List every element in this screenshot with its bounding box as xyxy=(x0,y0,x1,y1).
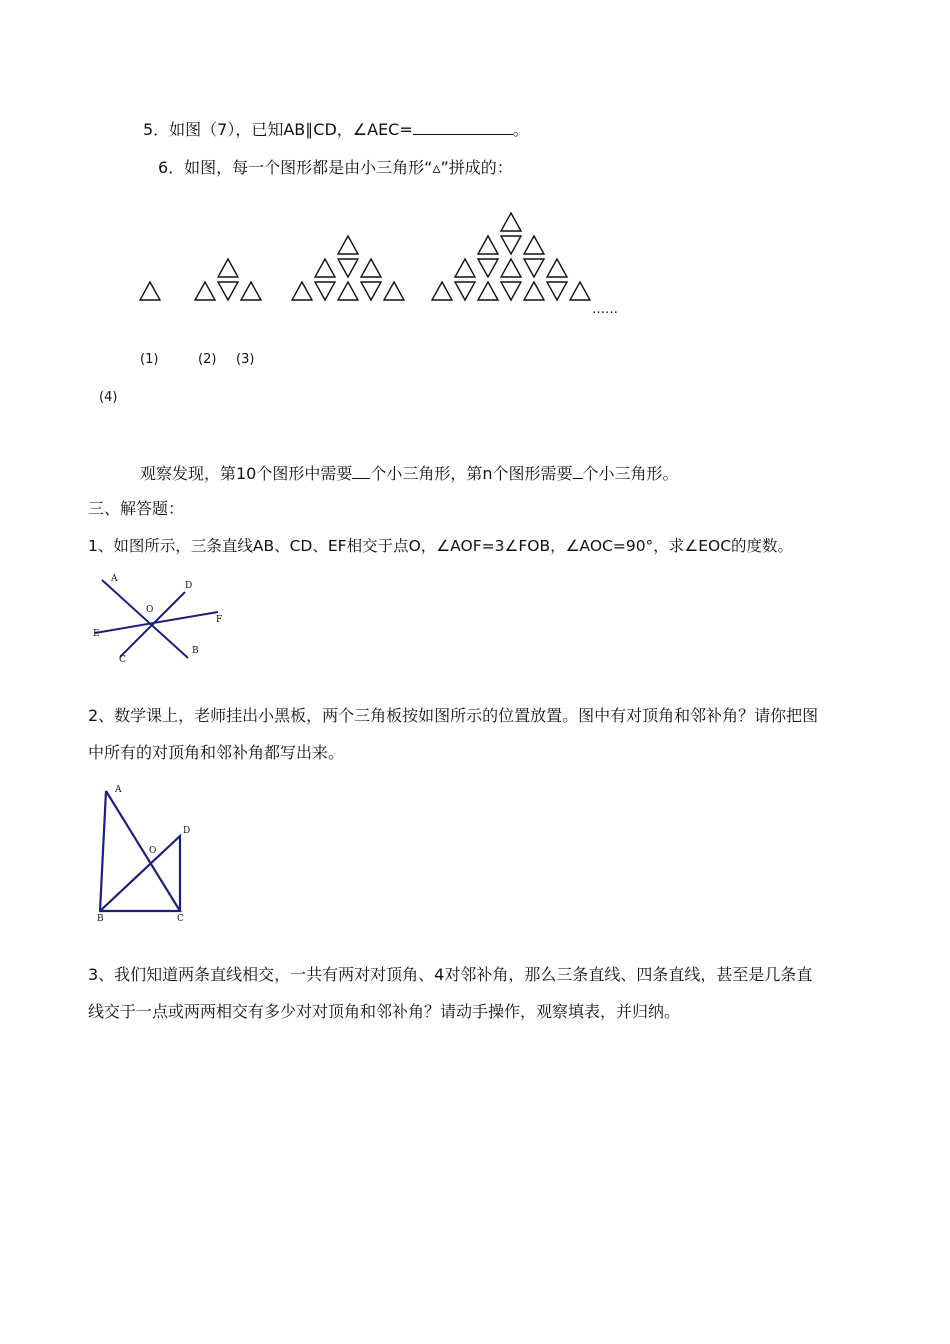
p2-point-A: A xyxy=(115,785,122,795)
up-triangle xyxy=(338,282,358,300)
up-triangle xyxy=(478,236,498,254)
p1-point-B: B xyxy=(192,646,199,656)
up-triangle xyxy=(218,259,238,277)
down-triangle xyxy=(338,259,358,277)
up-triangle xyxy=(570,282,590,300)
problem-2-line-1: 2、数学课上，老师挂出小黑板，两个三角板按如图所示的位置放置。图中有对顶角和邻补角？请你把图 xyxy=(88,706,819,725)
figure-label-1: (1) xyxy=(140,352,159,367)
p2-point-C: C xyxy=(177,914,184,924)
q6-observe-end: 个小三角形。 xyxy=(582,464,679,483)
three-lines-diagram xyxy=(90,575,230,670)
p1-point-O: O xyxy=(146,605,154,615)
problem-2-line-2: 中所有的对顶角和邻补角都写出来。 xyxy=(88,743,345,762)
up-triangle xyxy=(140,282,160,300)
triangle-pattern-figure xyxy=(0,195,950,335)
up-triangle xyxy=(384,282,404,300)
q6-text: 6．如图，每一个图形都是由小三角形“▵”拼成的： xyxy=(158,158,513,177)
up-triangle xyxy=(524,282,544,300)
up-triangle xyxy=(432,282,452,300)
p2-point-B: B xyxy=(97,914,104,924)
down-triangle xyxy=(524,259,544,277)
down-triangle xyxy=(218,282,238,300)
up-triangle xyxy=(455,259,475,277)
down-triangle xyxy=(315,282,335,300)
up-triangle xyxy=(524,236,544,254)
down-triangle xyxy=(501,282,521,300)
up-triangle xyxy=(501,259,521,277)
up-triangle xyxy=(292,282,312,300)
p2-point-O: O xyxy=(149,846,157,856)
q6-observe xyxy=(140,464,679,484)
down-triangle xyxy=(455,282,475,300)
up-triangle xyxy=(361,259,381,277)
down-triangle xyxy=(478,259,498,277)
p1-point-E: E xyxy=(93,629,100,639)
q5-text xyxy=(143,120,529,140)
q6-ellipsis: …… xyxy=(592,302,618,317)
q5-suffix: 。 xyxy=(512,120,529,139)
up-triangle xyxy=(501,213,521,231)
q6-blank-nth[interactable] xyxy=(573,464,583,479)
figure-label-2: (2) xyxy=(198,352,217,367)
q6-observe-mid: 个小三角形，第n个图形需要 xyxy=(370,464,573,483)
p1-point-D: D xyxy=(185,581,193,591)
down-triangle xyxy=(361,282,381,300)
up-triangle xyxy=(547,259,567,277)
p2-point-D: D xyxy=(183,826,191,836)
figure-label-3: (3) xyxy=(236,352,255,367)
section-3-title: 三、解答题： xyxy=(88,499,185,518)
q5-answer-blank[interactable] xyxy=(413,120,513,135)
up-triangle xyxy=(478,282,498,300)
q6-blank-10th[interactable] xyxy=(352,464,370,479)
problem-1-text: 1、如图所示，三条直线AB、CD、EF相交于点O，∠AOF=3∠FOB，∠AOC=90°，求∠EOC的度数。 xyxy=(88,537,794,555)
p1-point-A: A xyxy=(111,574,118,584)
problem-3-line-2: 线交于一点或两两相交有多少对对顶角和邻补角？请动手操作，观察填表，并归纳。 xyxy=(88,1002,681,1021)
problem-3-line-1: 3、我们知道两条直线相交，一共有两对对顶角、4对邻补角，那么三条直线、四条直线，甚至是几条直 xyxy=(88,965,813,984)
figure-label-4: (4) xyxy=(99,390,118,405)
down-triangle xyxy=(501,236,521,254)
p1-point-F: F xyxy=(216,615,223,625)
up-triangle xyxy=(315,259,335,277)
q5-prompt: 5．如图（7），已知AB∥CD，∠AEC= xyxy=(143,120,413,139)
up-triangle xyxy=(338,236,358,254)
down-triangle xyxy=(547,282,567,300)
up-triangle xyxy=(241,282,261,300)
p1-point-C: C xyxy=(119,655,126,665)
up-triangle xyxy=(195,282,215,300)
q6-observe-text: 观察发现，第10个图形中需要 xyxy=(140,464,353,483)
